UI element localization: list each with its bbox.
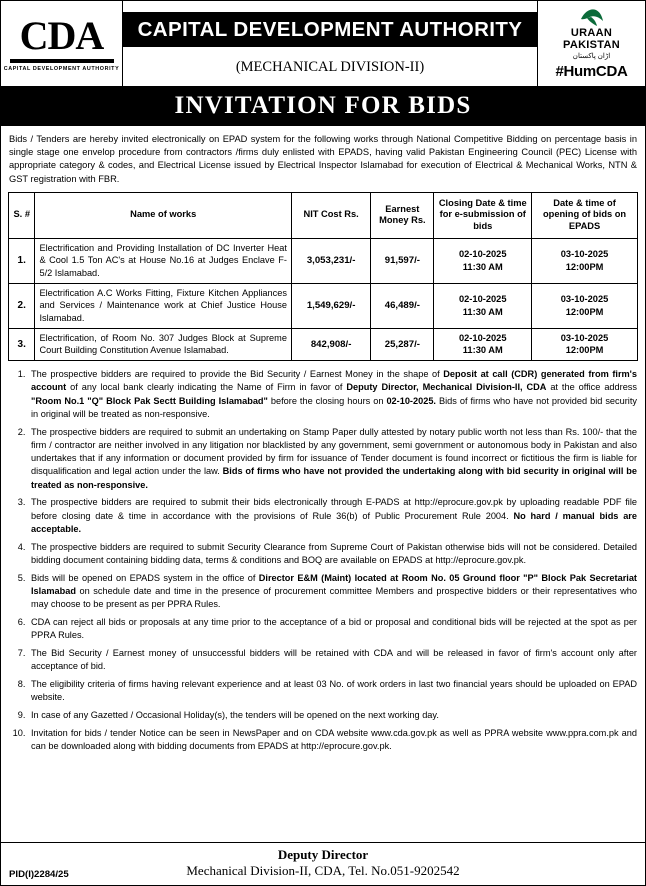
document-header [1, 1, 645, 87]
condition-item: 6. CDA can reject all bids or proposals at any time prior to the acceptance of a bid or proposal and conditional bids will be rejected at the spot as per PPRA Rules. [28, 616, 637, 643]
cda-logo-subtitle: CAPITAL DEVELOPMENT AUTHORITY [3, 65, 120, 72]
cell-earnest-money: 46,489/- [371, 283, 434, 328]
logo-divider-bar [10, 59, 114, 63]
table-row [9, 283, 638, 328]
uraan-pakistan-logo [537, 1, 645, 86]
condition-item: 9. In case of any Gazetted / Occasional Holiday(s), the tenders will be opened on the next working day. [28, 709, 637, 722]
hashtag-humcda: #HumCDA [555, 63, 628, 81]
cell-work-description: Electrification and Providing Installation of DC Inverter Heat & Cool 1.5 Ton AC's at House No.16 at Judges Enclave F-5/2 Islamabad. [35, 238, 291, 283]
cda-logo-text: CDA [19, 12, 104, 58]
cell-nit-cost: 3,053,231/- [291, 238, 370, 283]
pid-number: PID(I)2284/25 [9, 869, 69, 880]
th-earnest-money: Earnest Money Rs. [371, 192, 434, 238]
falcon-icon [579, 7, 605, 27]
cell-nit-cost: 1,549,629/- [291, 283, 370, 328]
invitation-banner: INVITATION FOR BIDS [1, 87, 645, 126]
cell-opening-datetime: 03-10-2025 12:00PM [532, 328, 638, 360]
th-closing-date: Closing Date & time for e-submission of bids [434, 192, 532, 238]
cell-work-description: Electrification, of Room No. 307 Judges Block at Supreme Court Building Constitution Avenue Islamabad. [35, 328, 291, 360]
th-nit-cost: NIT Cost Rs. [291, 192, 370, 238]
cell-closing-datetime: 02-10-2025 11:30 AM [434, 283, 532, 328]
cell-serial: 2. [9, 283, 35, 328]
condition-item: 5. Bids will be opened on EPADS system in the office of Director E&M (Maint) located at Room No. 05 Ground floor "P" Block Pak Secretariat Islamabad on schedule date and time in the presence of procurement committee Members and prospective bidders or their representatives who may choose to be present as per PPRA Rules. [28, 572, 637, 612]
cell-nit-cost: 842,908/- [291, 328, 370, 360]
header-title-block [123, 1, 537, 86]
cell-closing-datetime: 02-10-2025 11:30 AM [434, 328, 532, 360]
footer-designation: Deputy Director [277, 846, 369, 862]
condition-item: 1. The prospective bidders are required to provide the Bid Security / Earnest Money in the shape of Deposit at call (CDR) generated from firm's account of any local bank clearly indicating the Name of Firm in favor of Deputy Director, Mechanical Division-II, CDA at the office address "Room No.1 "Q" Block Pak Sectt Building Islamabad" before the closing hours on 02-10-2025. Bids of firms who have not provided bid security in original will be treated as non-responsive. [28, 368, 637, 421]
condition-item: 7. The Bid Security / Earnest money of unsuccessful bidders will be retained with CDA and will be released in favor of firm's account only after acceptance of bid. [28, 647, 637, 674]
cell-work-description: Electrification A.C Works Fitting, Fixture Kitchen Appliances and Services / Maintenance work at Chief Justice House Islamabad. [35, 283, 291, 328]
cda-logo [1, 1, 123, 86]
cell-closing-datetime: 02-10-2025 11:30 AM [434, 238, 532, 283]
document-footer [1, 842, 645, 885]
cell-earnest-money: 91,597/- [371, 238, 434, 283]
condition-item: 10. Invitation for bids / tender Notice can be seen in NewsPaper and on CDA website www.cda.gov.pk as well as PPRA website www.ppra.com.pk and can be downloaded along with bidding documents from EPADS at http://eprocure.gov.pk. [28, 727, 637, 754]
uraan-line1: URAAN [570, 26, 613, 39]
th-name-of-works: Name of works [35, 192, 291, 238]
footer-office: Mechanical Division-II, CDA, Tel. No.051-9202542 [186, 863, 460, 879]
condition-item: 3. The prospective bidders are required to submit their bids electronically through E-PADS at http://eprocure.gov.pk by uploading readable PDF file before closing date & time in accordance with the provisions of Rule 36(b) of Public Procurement Rule 2004. No hard / manual bids are acceptable. [28, 496, 637, 536]
th-serial: S. # [9, 192, 35, 238]
cell-serial: 3. [9, 328, 35, 360]
condition-item: 2. The prospective bidders are required to submit an undertaking on Stamp Paper dully attested by notary public worth not less than Rs. 100/- that the firm / contractor are neither involved in any litigation nor blacklisted by any government, semi government or autonomous body in Pakistan and also undertakes that if any information or document provided by firm for issuance of Tender document is found incorrect or fictitious the firm is liable for disqualification and legal action under the law. Bids of firms who have not provided the undertaking along with bid security in original will be treated as non-responsive. [28, 426, 637, 492]
division-subtitle: (MECHANICAL DIVISION-II) [235, 58, 425, 75]
uraan-line2: PAKISTAN [563, 38, 620, 51]
condition-item: 8. The eligibility criteria of firms having relevant experience and at least 03 No. of work orders in last two financial years should be uploaded on EPAD website. [28, 678, 637, 705]
cell-opening-datetime: 03-10-2025 12:00PM [532, 283, 638, 328]
conditions-list [1, 368, 645, 753]
condition-item: 4. The prospective bidders are required to submit Security Clearance from Supreme Court of Pakistan otherwise bids will not be considered. Detailed bidding document containing bidding data, terms & conditions and BOQ are available on EPADS at http://eprocure.gov.pk. [28, 541, 637, 568]
works-table [8, 192, 638, 361]
intro-paragraph: Bids / Tenders are hereby invited electronically on EPAD system for the following works through National Competitive Bidding on percentage basis in single stage one envelop procedure from contractors /firms duly enlisted with EPADS, having valid Pakistan Engineering Council (PEC) License with appropriate category & codes, and Electrical License issued by Electrical Inspector Islamabad for execution of Electrical & Mechanical Works, NTN & GST registration with FBR. [9, 134, 637, 184]
cell-earnest-money: 25,287/- [371, 328, 434, 360]
table-header-row [9, 192, 638, 238]
table-row [9, 328, 638, 360]
uraan-urdu-text: اڑان پاکستان [572, 53, 611, 61]
cell-opening-datetime: 03-10-2025 12:00PM [532, 238, 638, 283]
table-row [9, 238, 638, 283]
cell-serial: 1. [9, 238, 35, 283]
page-title: CAPITAL DEVELOPMENT AUTHORITY [123, 12, 537, 47]
th-opening-date: Date & time of opening of bids on EPADS [532, 192, 638, 238]
